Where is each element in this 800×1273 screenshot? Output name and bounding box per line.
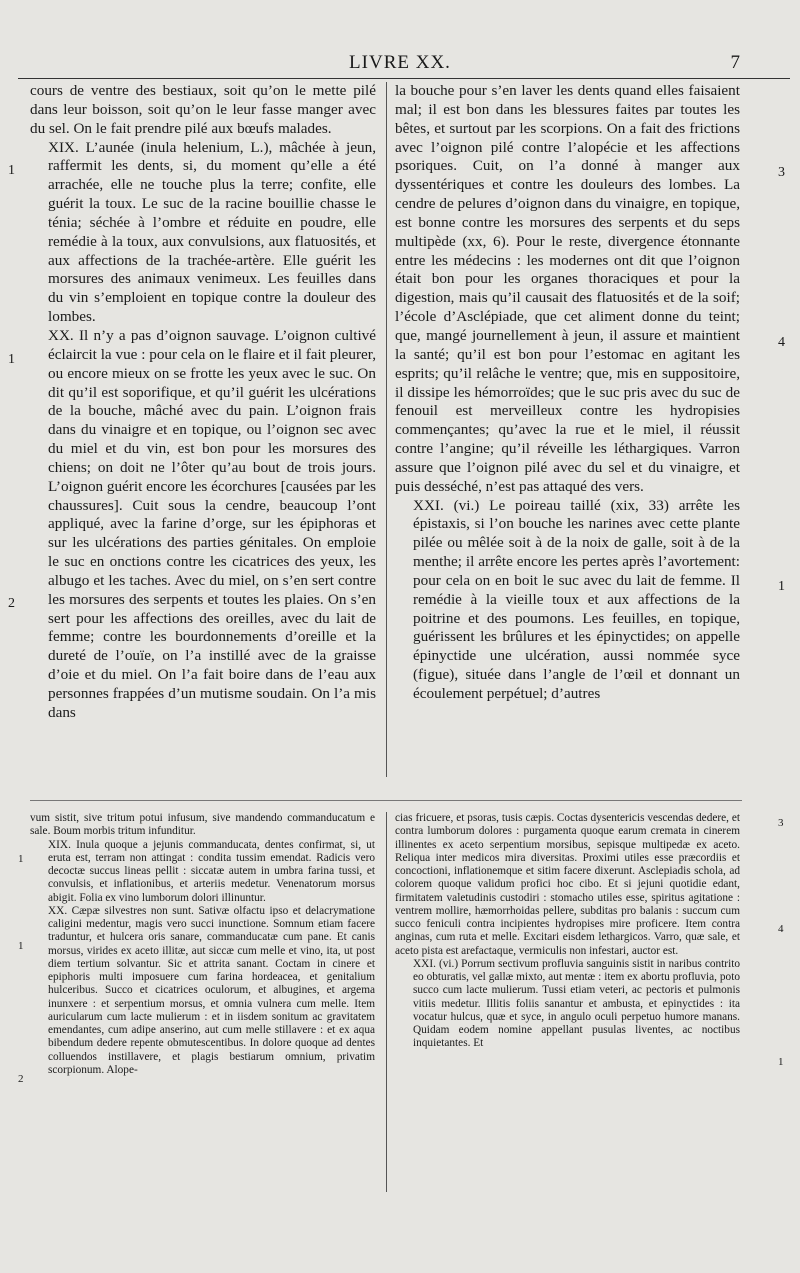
french-paragraph: la bouche pour s’en laver les dents quand elles faisaient mal; il est bon dans les blessures faites par toutes les bêtes, et surtout par les scorpions. On a fait des frictions avec l’oignon pilé contre l’alopécie et les affections psoriques. Cuit, on l’a donné à manger aux dyssentériques et contre les douleurs des lombes. La cendre de pelures d’oignon dans du vinaigre, en topique, est bonne contre les morsures des serpents et du seps multipède (xx, 6). Pour le reste, divergence étonnante entre les médecins : les modernes ont dit que l’oignon était bon pour les organes thoraciques et pour la digestion, mais qu’il causait des flatuosités et de la soif; l’école d’Asclépiade, que cet aliment donne du teint; que, mangé journellement à jeun, il assure et maintient la santé; qu’il est bon pour l’estomac en agitant les esprits; qu’il relâche le ventre; que, mis en suppositoire, il dissipe les hémorroïdes; que le suc pris avec du suc de fenouil est merveilleux contre les hydropisies commençantes; qu’avec la rue et le miel, il réussit contre l’angine; qu’il réveille les léthargiques. Varron assure que l’oignon pilé avec du sel et du vinaigre, et puis desséché, n’est pas attaqué des vers.: [395, 82, 740, 495]
latin-paragraph: XIX. Inula quoque a jejunis commanducata, dentes confirmat, si, ut eruta est, terram non attingat : condita tussim emendat. Radicis vero decoctæ succus lineas pellit : siccatæ autem in umbra farina tussi, et convulsis, et inflationibus, et arteriis medetur. Venenatorum morsus abigit. Folia ex vino lumborum dolori illinuntur.: [48, 838, 375, 904]
latin-paragraph: XX. Cæpæ silvestres non sunt. Sativæ olfactu ipso et delacrymatione caligini medentur, magis vero succi inunctione. Somnum etiam facere traduntur, et hulcera oris sanare, commanducatæ cum pane. Et canis morsus, virides ex aceto illitæ, aut siccæ cum melle et vino, ita, ut post diem tertium solvantur. Sic et attrita sanant. Coctam in cinere et epiphoris multi imposuere cum farina hordeacea, et genitalium hulceribus. Succo et cicatrices oculorum, et albugines, et argema inunxere : et serpentium morsus, et omnia vulnera cum melle. Item auricularum cum lacte mulierum : et in iisdem sonitum ac gravitatem emendantes, cum adipe anserino, aut cum melle stillavere : et ex aqua bibendum dedere repente obmutescentibus. In dolore quoque ad dentes colluendos instillavere, et plagis bestiarum omnium, privatim scorpionum. Alope-: [48, 904, 375, 1076]
french-paragraph: XX. Il n’y a pas d’oignon sauvage. L’oignon cultivé éclaircit la vue : pour cela on le flaire et il fait pleurer, ou encore mieux on se frotte les yeux avec le suc. On dit qu’il est soporifique, et qu’il guérit les ulcérations de la bouche, mâché avec du pain. L’oignon frais dans du vinaigre et en topique, ou l’oignon sec avec du miel et du vin, est bon pour les morsures des chiens; on doit ne l’ôter qu’au bout de trois jours. L’oignon guérit encore les écorchures [causées par les chaussures]. Cuit sous la cendre, beaucoup l’ont appliqué, avec la farine d’orge, sur les épiphoras et sur les ulcérations des parties génitales. On emploie le suc en onctions contre les cicatrices des yeux, les albugo et les taches. Avec du miel, on s’en sert contre les morsures des serpents et toutes les plaies. On s’en sert pour les affections des oreilles, avec du lait de femme; contre les bourdonnements d’oreille et la dureté de l’ouïe, on l’a instillé avec de la graisse d’oie et du miel. On l’a fait boire dans de l’eau aux personnes frappées d’un mutisme soudain. On l’a mis dans: [48, 326, 376, 721]
margin-number: 1: [8, 163, 15, 178]
page-header: [0, 52, 800, 78]
margin-number: 2: [18, 1073, 24, 1085]
page-number: 7: [730, 52, 740, 73]
section-divider: [30, 800, 742, 801]
column-separator: [386, 82, 387, 777]
french-paragraph: XIX. L’aunée (inula helenium, L.), mâchée à jeun, raffermit les dents, si, du moment qu’elle a été arrachée, elle ne touche plus la terre; confite, elle guérit la toux. Le suc de la racine bouillie chasse le ténia; séchée à l’ombre et réduite en poudre, elle remédie à la toux, aux convulsions, aux flatuosités, et aux affections de la trachée-artère. Elle guérit les morsures des animaux venimeux. Les feuilles dans du vin s’emploient en topique contre la douleur des lombes.: [48, 138, 376, 326]
french-paragraph: cours de ventre des bestiaux, soit qu’on le mette pilé dans leur boisson, soit qu’on le leur fasse manger avec du sel. On le fait prendre pilé aux bœufs malades.: [30, 82, 376, 137]
latin-paragraph: XXI. (vi.) Porrum sectivum profluvia sanguinis sistit in naribus contrito eo obturatis, vel gallæ mixto, aut mentæ : item ex abortu profluvia, poto succo cum lacte mulierum. Tussi etiam veteri, ac pectoris et pulmonis vitiis medetur. Illitis foliis sanantur et ambusta, et epinyctides : ita vocatur hulcus, quæ et syce, in angulo oculi perpetuo humore manans. Quidam eodem nomine appellant pusulas liventes, ac noctibus inquietantes. Et: [413, 957, 740, 1050]
margin-number: 1: [8, 352, 15, 367]
margin-number: 1: [18, 940, 24, 952]
margin-number: 1: [778, 1056, 784, 1068]
margin-number: 1: [778, 579, 785, 594]
french-paragraph: XXI. (vi.) Le poireau taillé (xix, 33) arrête les épistaxis, si l’on bouche les narines avec cette plante pilée ou mêlée soit à de la noix de galle, soit à de la menthe; il arrête encore les pertes après l’avortement: pour cela on en boit le suc avec du lait de femme. Il remédie à la vieille toux et aux affections de la poitrine et des poumons. Les feuilles, en topique, guérissent les brûlures et les épinyctides; on appelle épinyctide une ulcération, aussi nommée syce (figue), située dans l’angle de l’œil et donnant un écoulement perpétuel; d’autres: [413, 496, 740, 702]
column-separator: [386, 812, 387, 1192]
margin-number: 4: [778, 923, 784, 935]
running-title: LIVRE XX.: [349, 52, 451, 73]
margin-number: 2: [8, 596, 15, 611]
margin-number: 1: [18, 853, 24, 865]
french-column-right: [395, 82, 740, 704]
header-rule: [18, 78, 790, 79]
latin-column-right: [395, 812, 740, 1051]
latin-paragraph: vum sistit, sive tritum potui infusum, sive mandendo commanducatum e sale. Boum morbis tritum infunditur.: [30, 812, 375, 838]
margin-number: 3: [778, 817, 784, 829]
margin-number: 3: [778, 165, 785, 180]
latin-column-left: [30, 812, 375, 1077]
margin-number: 4: [778, 335, 785, 350]
latin-paragraph: cias fricuere, et psoras, tusis cæpis. Coctas dysentericis vescendas dedere, et contra lumborum dolores : purgamenta quoque earum cremata in cinerem illinentes ex aceto serpentium morsibus, sepisque multipedæ ex aceto. Reliqua inter medicos mira diversitas. Proximi utiles esse præcordiis et concoctioni, inflationemque et sitim facere dixerunt. Asclepiadis schola, ad colorem quoque validum profici hoc cibo. Et si jejuni quotidie edant, firmitatem valetudinis custodiri : stomacho utiles esse, spiritus agitatione : ventrem mollire, hæmorrhoidas pellere, subditas pro balanis : succum cum succo feniculi contra incipientes hydropises mire proficere. Item contra anginas, cum ruta et melle. Excitari eisdem lethargicos. Varro, quæ sale, et aceto pista est arefactaque, vermiculis non infestari, auctor est.: [395, 812, 740, 957]
french-column-left: [30, 82, 376, 723]
